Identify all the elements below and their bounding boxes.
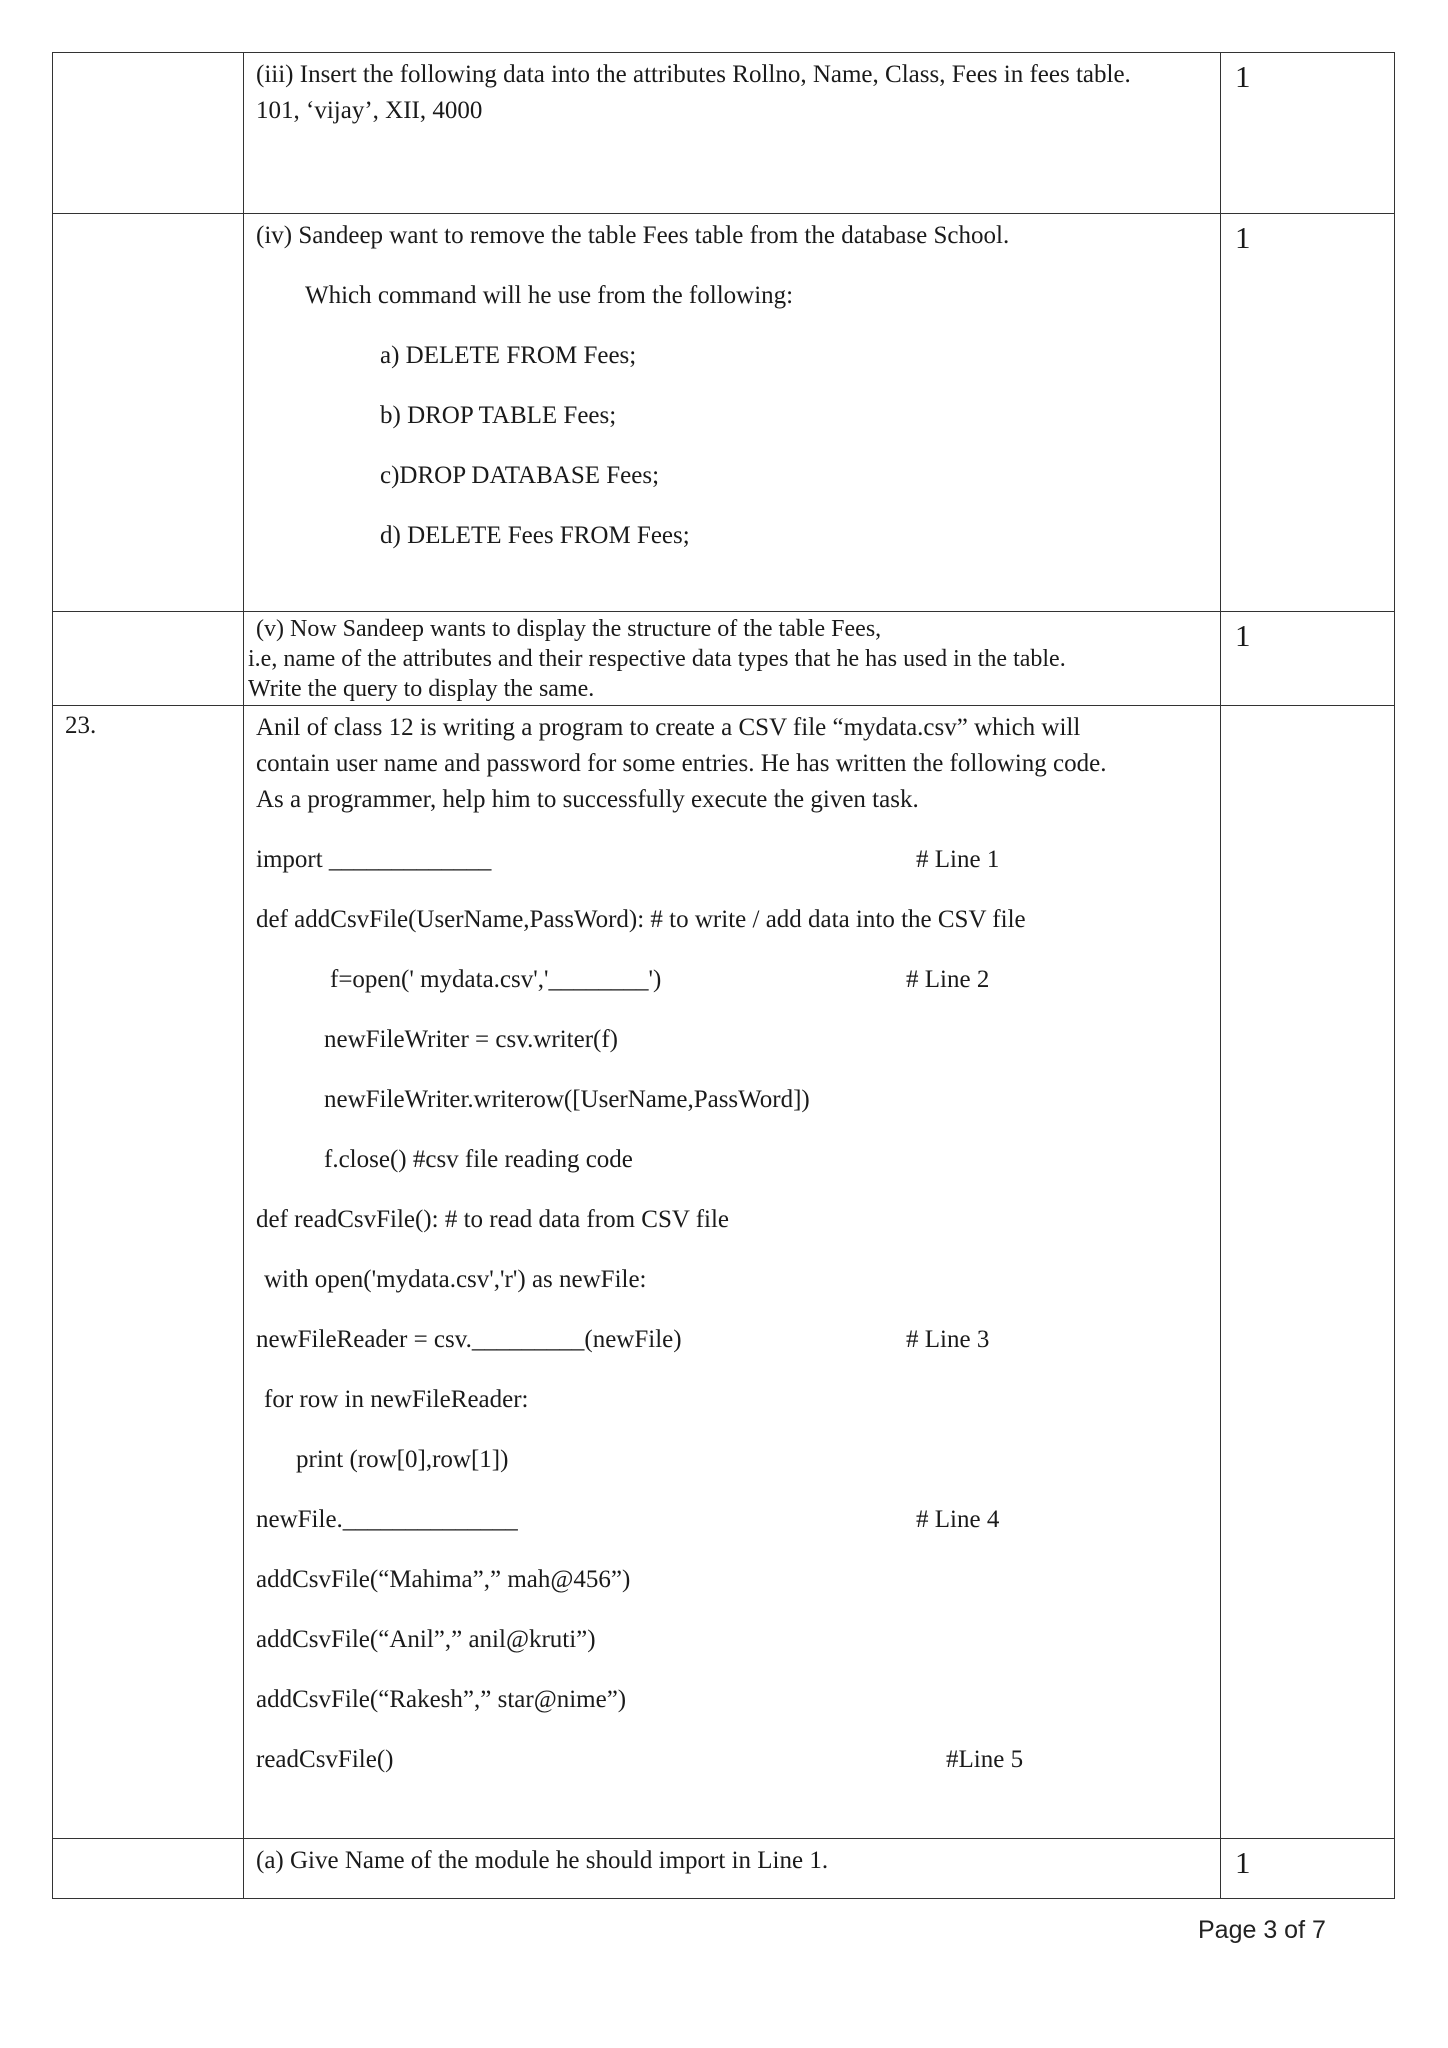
code-line <box>256 902 1212 962</box>
code-text: f=open(' mydata.csv','________') <box>330 966 662 993</box>
question-cell <box>244 706 1221 1839</box>
option-d: d) DELETE Fees FROM Fees; <box>380 522 690 549</box>
question-prompt: Which command will he use from the following: <box>305 282 794 309</box>
question-cell <box>244 612 1221 706</box>
option-c: c)DROP DATABASE Fees; <box>380 462 660 489</box>
marks: 1 <box>1235 618 1251 653</box>
code-text: for row in newFileReader: <box>264 1386 529 1413</box>
code-line <box>256 1682 1212 1742</box>
code-text: newFileWriter = csv.writer(f) <box>324 1026 618 1053</box>
code-line <box>256 962 1212 1022</box>
marks-cell <box>1221 1839 1395 1899</box>
code-line <box>256 1382 1212 1442</box>
question-text: (iv) Sandeep want to remove the table Fees table from the database School. <box>256 222 1010 249</box>
marks: 1 <box>1235 1845 1251 1880</box>
marks-cell <box>1221 706 1395 1839</box>
code-text: import _____________ <box>256 846 492 873</box>
code-comment: # Line 3 <box>906 1326 990 1353</box>
code-line <box>256 1262 1212 1322</box>
code-line <box>256 1742 1212 1802</box>
row-iii <box>53 53 1395 214</box>
marks-cell <box>1221 53 1395 214</box>
question-23a <box>53 1839 1395 1899</box>
marks-cell <box>1221 214 1395 612</box>
code-text: addCsvFile(“Rakesh”,” star@nime”) <box>256 1686 627 1713</box>
question-number: 23. <box>65 712 97 739</box>
code-line <box>256 1082 1212 1142</box>
code-text: newFile.______________ <box>256 1506 518 1533</box>
option-b: b) DROP TABLE Fees; <box>380 402 617 429</box>
number-cell <box>53 612 244 706</box>
code-text: f.close() #csv file reading code <box>324 1146 633 1173</box>
option-a: a) DELETE FROM Fees; <box>380 342 637 369</box>
code-comment: # Line 4 <box>916 1506 1000 1533</box>
number-cell <box>53 706 244 1839</box>
number-cell <box>53 1839 244 1899</box>
number-cell <box>53 214 244 612</box>
question-data: 101, ‘vijay’, XII, 4000 <box>256 97 483 124</box>
code-line <box>256 1142 1212 1202</box>
code-text: newFileReader = csv._________(newFile) <box>256 1326 682 1353</box>
code-text: def readCsvFile(): # to read data from CSV file <box>256 1206 730 1233</box>
row-v <box>53 612 1395 706</box>
row-iv <box>53 214 1395 612</box>
question-table <box>52 52 1395 1899</box>
marks-cell <box>1221 612 1395 706</box>
question-cell <box>244 1839 1221 1899</box>
code-comment: #Line 5 <box>946 1746 1024 1773</box>
question-text: (a) Give Name of the module he should import in Line 1. <box>256 1847 829 1874</box>
code-line <box>256 842 1212 902</box>
marks: 1 <box>1235 59 1251 94</box>
code-text: addCsvFile(“Mahima”,” mah@456”) <box>256 1566 631 1593</box>
page-number: Page 3 of 7 <box>1198 1916 1326 1944</box>
intro-line-3: As a programmer, help him to successfully execute the given task. <box>256 786 919 813</box>
code-text: print (row[0],row[1]) <box>296 1446 509 1473</box>
code-comment: # Line 2 <box>906 966 990 993</box>
code-line <box>256 1562 1212 1622</box>
code-comment: # Line 1 <box>916 846 1000 873</box>
question-cell <box>244 214 1221 612</box>
number-cell <box>53 53 244 214</box>
question-23 <box>53 706 1395 1839</box>
code-text: with open('mydata.csv','r') as newFile: <box>264 1266 647 1293</box>
question-cell <box>244 53 1221 214</box>
question-line-1: (v) Now Sandeep wants to display the structure of the table Fees, <box>256 616 882 642</box>
code-line <box>256 1502 1212 1562</box>
code-text: newFileWriter.writerow([UserName,PassWord]) <box>324 1086 810 1113</box>
code-text: addCsvFile(“Anil”,” anil@kruti”) <box>256 1626 596 1653</box>
code-line <box>256 1022 1212 1082</box>
code-line <box>256 1202 1212 1262</box>
code-text: readCsvFile() <box>256 1746 394 1773</box>
code-line <box>256 1622 1212 1682</box>
question-text: (iii) Insert the following data into the attributes Rollno, Name, Class, Fees in fees table. <box>256 61 1131 88</box>
intro-line-1: Anil of class 12 is writing a program to create a CSV file “mydata.csv” which will <box>256 714 1081 741</box>
question-line-3: Write the query to display the same. <box>248 676 595 702</box>
code-text: def addCsvFile(UserName,PassWord): # to write / add data into the CSV file <box>256 906 1026 933</box>
marks: 1 <box>1235 220 1251 255</box>
question-line-2: i.e, name of the attributes and their respective data types that he has used in the table. <box>248 646 1066 672</box>
code-line <box>256 1442 1212 1502</box>
intro-line-2: contain user name and password for some entries. He has written the following code. <box>256 750 1107 777</box>
code-line <box>256 1322 1212 1382</box>
